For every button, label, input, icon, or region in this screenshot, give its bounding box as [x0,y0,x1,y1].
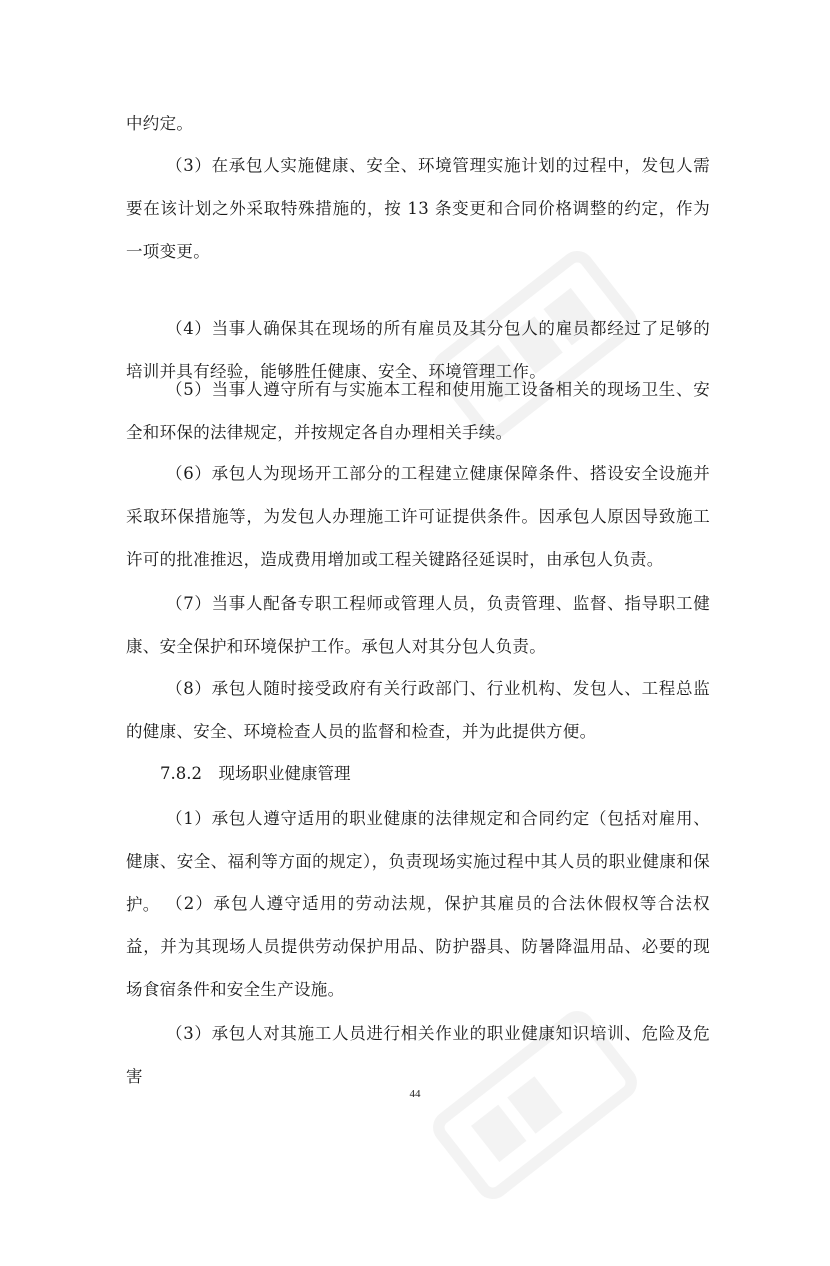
paragraph-item-4: （4）当事人确保其在现场的所有雇员及其分包人的雇员都经过了足够的培训并具有经验，能够胜任健康、安全、环境管理工作。 [126,319,710,381]
paragraph-health-2: （2）承包人遵守适用的劳动法规，保护其雇员的合法休假权等合法权益，并为其现场人员提供劳动保护用品、防护器具、防暑降温用品、必要的现场食宿条件和安全生产设施。 [126,894,710,999]
paragraph-item-3: （3）在承包人实施健康、安全、环境管理实施计划的过程中，发包人需要在该计划之外采取特殊措施的，按 13 条变更和合同价格调整的约定，作为一项变更。 [126,156,710,261]
paragraph-continuation: 中约定。 [126,114,194,133]
paragraph-item-5: （5）当事人遵守所有与实施本工程和使用施工设备相关的现场卫生、安全和环保的法律规定，并按规定各自办理相关手续。 [126,380,710,442]
paragraph-health-3: （3）承包人对其施工人员进行相关作业的职业健康知识培训、危险及危害 [126,1024,710,1086]
page-number: 44 [409,1088,421,1100]
paragraph-item-7: （7）当事人配备专职工程师或管理人员，负责管理、监督、指导职工健康、安全保护和环境保护工作。承包人对其分包人负责。 [126,594,710,656]
paragraph-health-1: （1）承包人遵守适用的职业健康的法律规定和合同约定（包括对雇用、健康、安全、福利等方面的规定），负责现场实施过程中其人员的职业健康和保护。 [126,809,710,914]
paragraph-item-6: （6）承包人为现场开工部分的工程建立健康保障条件、搭设安全设施并采取环保措施等，为发包人办理施工许可证提供条件。因承包人原因导致施工许可的批准推迟，造成费用增加或工程关键路径延误时，由承包人负责。 [126,464,710,569]
section-heading: 7.8.2 现场职业健康管理 [160,764,351,783]
paragraph-item-8: （8）承包人随时接受政府有关行政部门、行业机构、发包人、工程总监的健康、安全、环境检查人员的监督和检查，并为此提供方便。 [126,679,710,741]
